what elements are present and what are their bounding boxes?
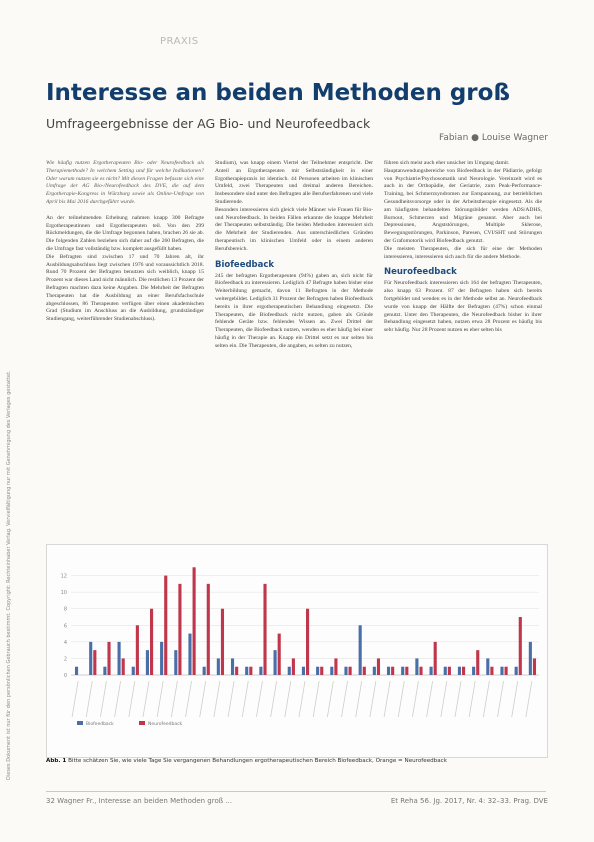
bar-biofeedback [415,658,418,675]
x-tick-label [214,681,220,717]
x-tick-label [427,681,433,717]
bar-neurofeedback [533,658,536,675]
body-paragraph: Besonders interessieren sich gleich viele Männer wie Frauen für Bio- und Neurofeedback. In beiden Fällen erkannte die knappe Mehrheit der Therapeuten selbstständig. Die beiden Methoden interessiert sich die Mehrheit der Studierenden. Aus unterschiedlichen Gründen therapeutisch im klinischen Umfeld oder in einem anderen Berufsbereich. [215,206,373,252]
x-tick-label [171,681,177,717]
bar-biofeedback [430,667,433,675]
bar-biofeedback [316,667,319,675]
x-tick-label [384,681,390,717]
body-paragraph: An der teilnehmenden Erhebung nahmen knapp 300 Befragte Ergotherapeutinnen und Ergotherapeuten teil. Von den 299 Rückmeldungen, die die Umfrage begonnen haben, brachen 26 sie ab. Die folgenden Zahlen beziehen sich daher auf die 260 Befragten, die die Umfrage fast vollständig bzw. komplett ausgefüllt haben. [46,214,204,252]
bar-neurofeedback [263,584,266,675]
x-tick-label [469,681,475,717]
body-paragraph: Studium), was knapp einem Viertel der Teilnehmer entspricht. Der Anteil an Ergotherapeuten mit Selbstständigkeit in einer Ergotherapiepraxis ist identisch. 44 Personen arbeiten im klinischen Umfeld, zwei Therapeuten und dreimal anderen Bereichen. Insbesondere sind unter den Befragten alle Berufserfahrenen und viele Studierende. [215,160,373,205]
bar-biofeedback [259,667,262,675]
x-tick-label [398,681,404,717]
bar-biofeedback [529,642,532,675]
x-tick-label [242,681,248,717]
bar-chart-svg [47,545,547,757]
bar-biofeedback [359,625,362,675]
x-tick-label [72,681,78,717]
bar-neurofeedback [178,584,181,675]
x-tick-label [228,681,234,717]
bar-neurofeedback [391,667,394,675]
bar-biofeedback [245,667,248,675]
x-tick-label [356,681,362,717]
body-paragraph: Die Befragten sind zwischen 17 und 70 Jahren alt, ihr Ausbildungsabschluss liegt zwischen 1976 und voraussichtlich 2018. Rund 70 Prozent der Befragten benutzen sich weiblich, knapp 15 Prozent war dieses Land nicht männlich. Die restlichen 13 Prozent der Befragten machten dazu keine Angaben. Die Mehrheit der Befragten Therapeuten hat die Ausbildung an einer Berufsfachschule abgeschlossen, 86 Therapeuten verfügen über einen akademischen Grad (Studium im Anschluss an die Ausbildung, grundständiger Studiengang, weiterführender Studienabschluss). [46,253,204,323]
bar-neurofeedback [519,617,522,675]
bar-neurofeedback [462,667,465,675]
bar-biofeedback [515,667,518,675]
bar-biofeedback [500,667,503,675]
body-paragraph: Für Neurofeedback interessieren sich 164 der befragten Therapeuten, also knapp 63 Prozent. 87 der Befragten haben sich bereits fortgebildet und wenden es in der Methode selbst an. Neurofeedback wurde von knapp der Hälfte der Befragten (47%) schon einmal genutzt. Unter den Therapeuten, die Neurofeedback bisher in ihrer Behandlung eingesetzt haben, nutzen etwa 28 Prozent es häufig bis sehr häufig. Nur 28 Prozent nutzen es eher selten bis [384,280,542,334]
bar-biofeedback [203,667,206,675]
bar-neurofeedback [320,667,323,675]
bar-neurofeedback [419,667,422,675]
x-tick-label [327,681,333,717]
y-tick-label: 4 [63,639,67,646]
bar-biofeedback [118,642,121,675]
bar-biofeedback [146,650,149,675]
x-tick-label [115,681,121,717]
footer-divider [46,791,546,792]
x-tick-label [370,681,376,717]
column-1 [46,160,204,540]
x-tick-label [285,681,291,717]
bar-biofeedback [89,642,92,675]
x-tick-label [271,681,277,717]
article-title: Interesse an beiden Methoden groß [46,80,510,106]
x-tick-label [498,681,504,717]
bar-biofeedback [486,658,489,675]
legend-label: Neurofeedback [148,722,183,727]
x-tick-label [342,681,348,717]
bar-neurofeedback [490,667,493,675]
bar-neurofeedback [150,609,153,675]
bar-biofeedback [401,667,404,675]
section-label: PRAXIS [160,36,199,47]
bar-biofeedback [132,667,135,675]
bar-neurofeedback [136,625,139,675]
caption-text: Bitte schätzen Sie, wie viele Tage Sie vergangenen Behandlungen ergotherapeutischen Bereich Biofeedback, Orange = Neurofeedback [66,758,447,764]
x-tick-label [129,681,135,717]
bar-neurofeedback [434,642,437,675]
bar-neurofeedback [207,584,210,675]
x-tick-label [256,681,262,717]
column-2 [215,160,373,540]
x-tick-label [299,681,305,717]
bar-neurofeedback [363,667,366,675]
bar-biofeedback [75,667,78,675]
bar-biofeedback [330,667,333,675]
bar-neurofeedback [405,667,408,675]
x-tick-label [483,681,489,717]
bar-neurofeedback [349,667,352,675]
y-tick-label: 10 [60,590,67,597]
legend-label: Biofeedback [86,722,114,727]
y-tick-label: 12 [60,573,67,580]
bar-neurofeedback [193,567,196,675]
article-body [46,160,546,540]
x-tick-label [143,681,149,717]
footer-right: Et Reha 56. Jg. 2017, Nr. 4: 32–33. Prag. DVE [390,797,548,805]
bar-biofeedback [344,667,347,675]
bar-neurofeedback [249,667,252,675]
x-tick-label [526,681,532,717]
figure-caption [46,758,546,764]
bar-neurofeedback [448,667,451,675]
bar-neurofeedback [122,658,125,675]
bar-biofeedback [217,658,220,675]
bar-neurofeedback [164,576,167,675]
x-tick-label [200,681,206,717]
legend-swatch [139,721,145,725]
article-subtitle: Umfrageergebnisse der AG Bio- und Neurofeedback [46,116,371,131]
figure-bar-chart [46,544,548,758]
x-tick-label [100,681,106,717]
bar-biofeedback [188,634,191,675]
bar-biofeedback [103,667,106,675]
x-tick-label [186,681,192,717]
bar-biofeedback [373,667,376,675]
body-paragraph: Hauptanwendungsbereiche von Biofeedback in der Pädiatrie, gefolgt von Psychiatrie/Psychosomatik und Neurologie. Vereinzelt wird es auch in der Orthopädie, der Geriatrie, zum Peak-Performance-Training, bei Schmerzsyndromen zur Entspannung, zur betrieblichen Gesundheitsvorsorge oder in der Arbeitstherapie eingesetzt. Als die am häufigsten behandelten Störungsbilder werden ADS/ADHS, Burnout, Schmerzen und Migräne genannt. Aber auch bei Depressionen, Angststörungen, Multiple Sklerose, Bewegungsstörungen, Parkinson, Paresen, CVI/SHT und Störungen der Grafomotorik wird Biofeedback genutzt. [384,167,542,244]
y-tick-label: 6 [63,623,67,630]
bar-biofeedback [387,667,390,675]
copyright-side-text: Dieses Dokument ist nur für den persönlichen Gebrauch bestimmt. Copyright: Rechteinhaber Verlag. Vervielfältigung nur mit Genehmigung des Verlages gestattet. [6,370,12,780]
bar-neurofeedback [235,667,238,675]
bar-neurofeedback [221,609,224,675]
bar-neurofeedback [334,658,337,675]
x-tick-label [455,681,461,717]
bar-biofeedback [458,667,461,675]
lead-paragraph: Wie häufig nutzen Ergotherapeuten Bio- oder Neurofeedback als Therapiemethode? In welchem Setting und für welche Indikationen? Oder warum nutzen sie es nicht? Mit diesen Fragen befasste sich eine Umfrage der AG Bio-/Neurofeedback des DVE, die auf dem Ergotherapie-Kongress in Würzburg sowie als Online-Umfrage von April bis Mai 2016 durchgeführt wurde. [46,160,204,205]
x-tick-label [86,681,92,717]
bar-biofeedback [288,667,291,675]
bar-neurofeedback [278,634,281,675]
body-paragraph: 245 der befragten Ergotherapeuten (94%) gaben an, sich nicht für Biofeedback zu interessieren. Lediglich 47 Befragte haben bisher eine Weiterbildung gemacht, davon 11 Befragten in der Methode weitergebildet. Lediglich 31 Prozent der Befragten haben Biofeedback bereits in ihrer ergotherapeutischen Behandlung eingesetzt. Die Therapeuten, die Biofeedback nicht nutzen, gaben als Gründe fehlende Geräte bzw. fehlendes Wissen an. Zwei Drittel der Therapeuten, die Biofeedback nutzen, wenden es eher häufig bei einer häufig in der Therapie an. Knapp ein Drittel setzt es nur selten bis selten ein. Die Therapeuten, die angaben, es selten zu nutzen, [215,272,373,349]
y-tick-label: 2 [63,656,67,663]
x-tick-label [412,681,418,717]
bar-biofeedback [274,650,277,675]
bar-neurofeedback [292,658,295,675]
heading-neurofeedback: Neurofeedback [384,267,457,278]
bar-biofeedback [174,650,177,675]
bar-neurofeedback [476,650,479,675]
bar-biofeedback [231,658,234,675]
legend-swatch [77,721,83,725]
body-paragraph: Die meisten Therapeuten, die sich für eine der Methoden interessieren, interessieren sich auch für die andere Methode. [384,245,542,260]
bar-neurofeedback [306,609,309,675]
x-tick-label [157,681,163,717]
bar-biofeedback [444,667,447,675]
y-tick-label: 8 [63,606,67,613]
x-tick-label [512,681,518,717]
x-tick-label [313,681,319,717]
y-tick-label: 0 [63,673,67,679]
bar-biofeedback [160,642,163,675]
heading-biofeedback: Biofeedback [215,259,275,270]
body-paragraph: führen sich meist auch eher unsicher im Umgang damit. [384,160,510,166]
bar-neurofeedback [107,642,110,675]
caption-label: Abb. 1 [46,758,67,764]
x-tick-label [441,681,447,717]
article-author: Fabian ● Louise Wagner [438,133,548,143]
column-3 [384,160,542,540]
bar-neurofeedback [377,658,380,675]
bar-neurofeedback [505,667,508,675]
bar-biofeedback [472,667,475,675]
bar-biofeedback [302,667,305,675]
footer-left: 32 Wagner Fr., Interesse an beiden Methoden groß ... [46,797,233,805]
bar-neurofeedback [93,650,96,675]
